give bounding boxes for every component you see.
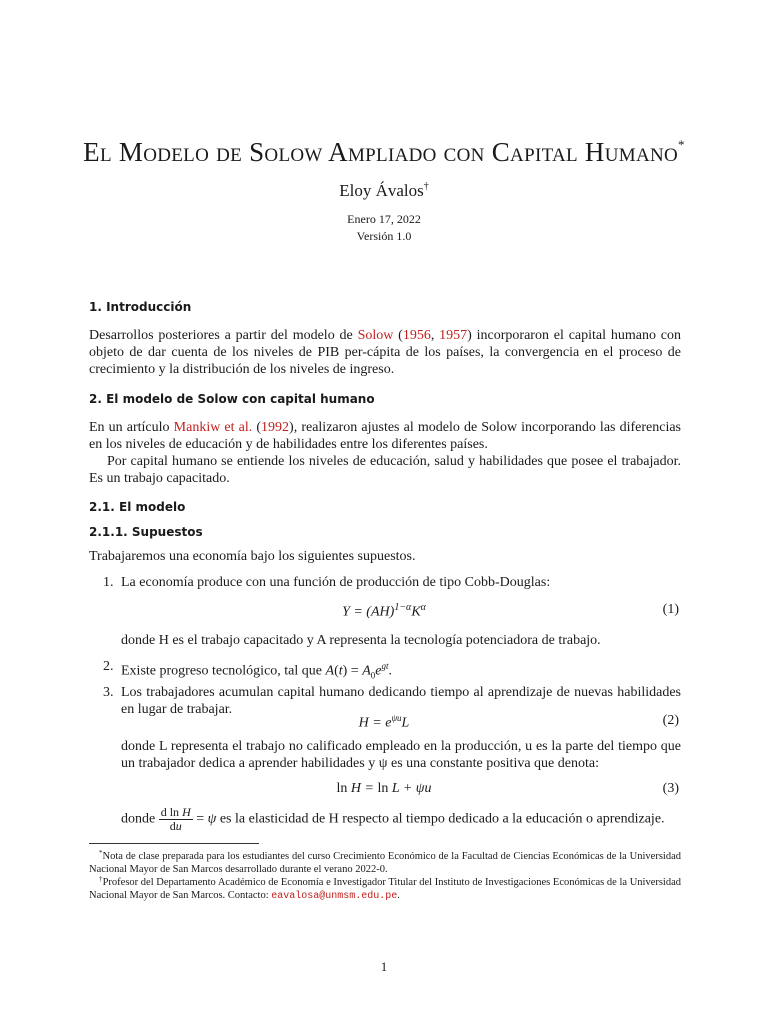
assumptions-lead: Trabajaremos una economía bajo los siguientes supuestos.: [89, 549, 416, 564]
equation-expression: $Y = (AH)^{1-\alpha}K^\alpha$: [342, 602, 426, 620]
intro-paragraph: Desarrollos posteriores a partir del modelo de Solow (1956, 1957) incorporaron el capital humano con objeto de dar cuenta de los niveles de PIB per-cápita de los países, la convergencia en el proceso de crecimiento y la distribución de los niveles de ingreso.: [89, 328, 681, 377]
equation-expression: $H = e^{\psi u}L$: [358, 713, 410, 731]
equation-expression: ln H = ln L + ψu: [336, 781, 432, 796]
model-paragraph: En un artículo Mankiw et al. (1992), realizaron ajustes al modelo de Solow incorporando las diferencias en los niveles de educación y de habilidades entre los diferentes países. Por capital humano se entiende los niveles de educación, salud y habilidades que posee el trabajador. Es un trabajo capacitado.: [89, 420, 682, 486]
link-1957[interactable]: 1957: [439, 328, 468, 343]
author-name: Eloy Ávalos: [339, 181, 424, 200]
equation-number: (2): [662, 713, 679, 728]
link-1956[interactable]: 1956: [402, 328, 431, 343]
author-footnote-mark[interactable]: †: [423, 181, 429, 192]
version: Versión 1.0: [356, 229, 412, 243]
subsubsection-heading: 2.1.1. Supuestos: [89, 525, 203, 539]
section-heading-model: 2. El modelo de Solow con capital humano: [89, 392, 375, 406]
date: Enero 17, 2022: [347, 212, 421, 226]
title-text: El Modelo de Solow Ampliado con Capital Humano: [83, 137, 679, 167]
author-line: [0, 181, 768, 201]
document-page: El Modelo de Solow Ampliado con Capital Humano* Eloy Ávalos† Enero 17, 2022 Versión 1.0 1. Introducción Desarrollos posteriores a partir del modelo de Solow (1956, 1957) incorporaron el capital humano con objeto de dar cuenta de los niveles de PIB per-cápita de los países, la convergencia en el proceso de crecimiento y la distribución de los niveles de ingreso. 2. El modelo de Solow con capital humano En un artículo Mankiw et al. (1992), realizaron ajustes al modelo de Solow incorporando las diferencias en los niveles de educación y de habilidades entre los diferentes países. Por capital humano se entiende los niveles de educación, salud y habilidades que posee el trabajador. Es un trabajo capacitado. 2.1. El modelo 2.1.1. Supuestos Trabajaremos una economía bajo los siguientes supuestos. 1. La economía produce con una función de producción de tipo Cobb-Douglas: $Y = (AH)^{1-\alpha}K^\alpha$ (1) donde H es el trabajo capacitado y A representa la tecnología potenciadora de trabajo. 2. Existe progreso tecnológico, tal que $A(t) = A_0e^{gt}$. 3. Los trabajadores acumulan capital humano dedicando tiempo al aprendizaje de nuevas habilidades en lugar de trabajar. $H = e^{\psi u}L$ (2) donde L representa el trabajo no calificado empleado en la producción, u es la parte del tiempo que un trabajador dedica a aprender habilidades y ψ es una constante positiva que denota: ln H = ln L + ψu (3) donde $\frac{\text{d ln H}}{du}$ = ψ es la elasticidad de H respecto al tiempo dedicado a la educación o aprendizaje. *Nota de clase preparada para los estudiantes del curso Crecimiento Económico de la Facultad de Ciencias Económicas de la Universidad Nacional Mayor de San Marcos desarrollado durante el verano 2022-0. †Profesor del Departamento Académico de Economía e Investigador Titular del Instituto de Investigaciones Económicas de la Universidad Nacional Mayor de San Marcos. Contacto: eavalosa@unmsm.edu.pe. 1: [0, 0, 768, 1024]
email-link[interactable]: eavalosa@unmsm.edu.pe: [271, 891, 398, 902]
paper-title: [0, 137, 768, 168]
link-solow[interactable]: Solow: [357, 328, 394, 343]
footnote-rule: [89, 843, 259, 844]
title-footnote-mark[interactable]: *: [678, 137, 685, 152]
page-number: 1: [380, 959, 388, 974]
footnote-1: *Nota de clase preparada para los estudiantes del curso Crecimiento Económico de la Facultad de Ciencias Económicas de la Universidad Nacional Mayor de San Marcos desarrollado durante el verano 2022-0.: [89, 849, 681, 875]
subsection-heading: 2.1. El modelo: [89, 500, 186, 514]
equation-number: (3): [662, 781, 679, 796]
link-mankiw[interactable]: Mankiw et al.: [173, 420, 253, 435]
link-1992[interactable]: 1992: [261, 420, 290, 435]
section-heading-intro: 1. Introducción: [89, 300, 192, 314]
equation-number: (1): [662, 602, 679, 617]
derivative-fraction: $\frac{\text{d ln H}}{du}$: [160, 805, 191, 833]
footnote-2: †Profesor del Departamento Académico de Economía e Investigador Titular del Instituto de Investigaciones Económicas de la Universidad Nacional Mayor de San Marcos. Contacto: eavalosa@unmsm.edu.pe.: [89, 875, 682, 902]
